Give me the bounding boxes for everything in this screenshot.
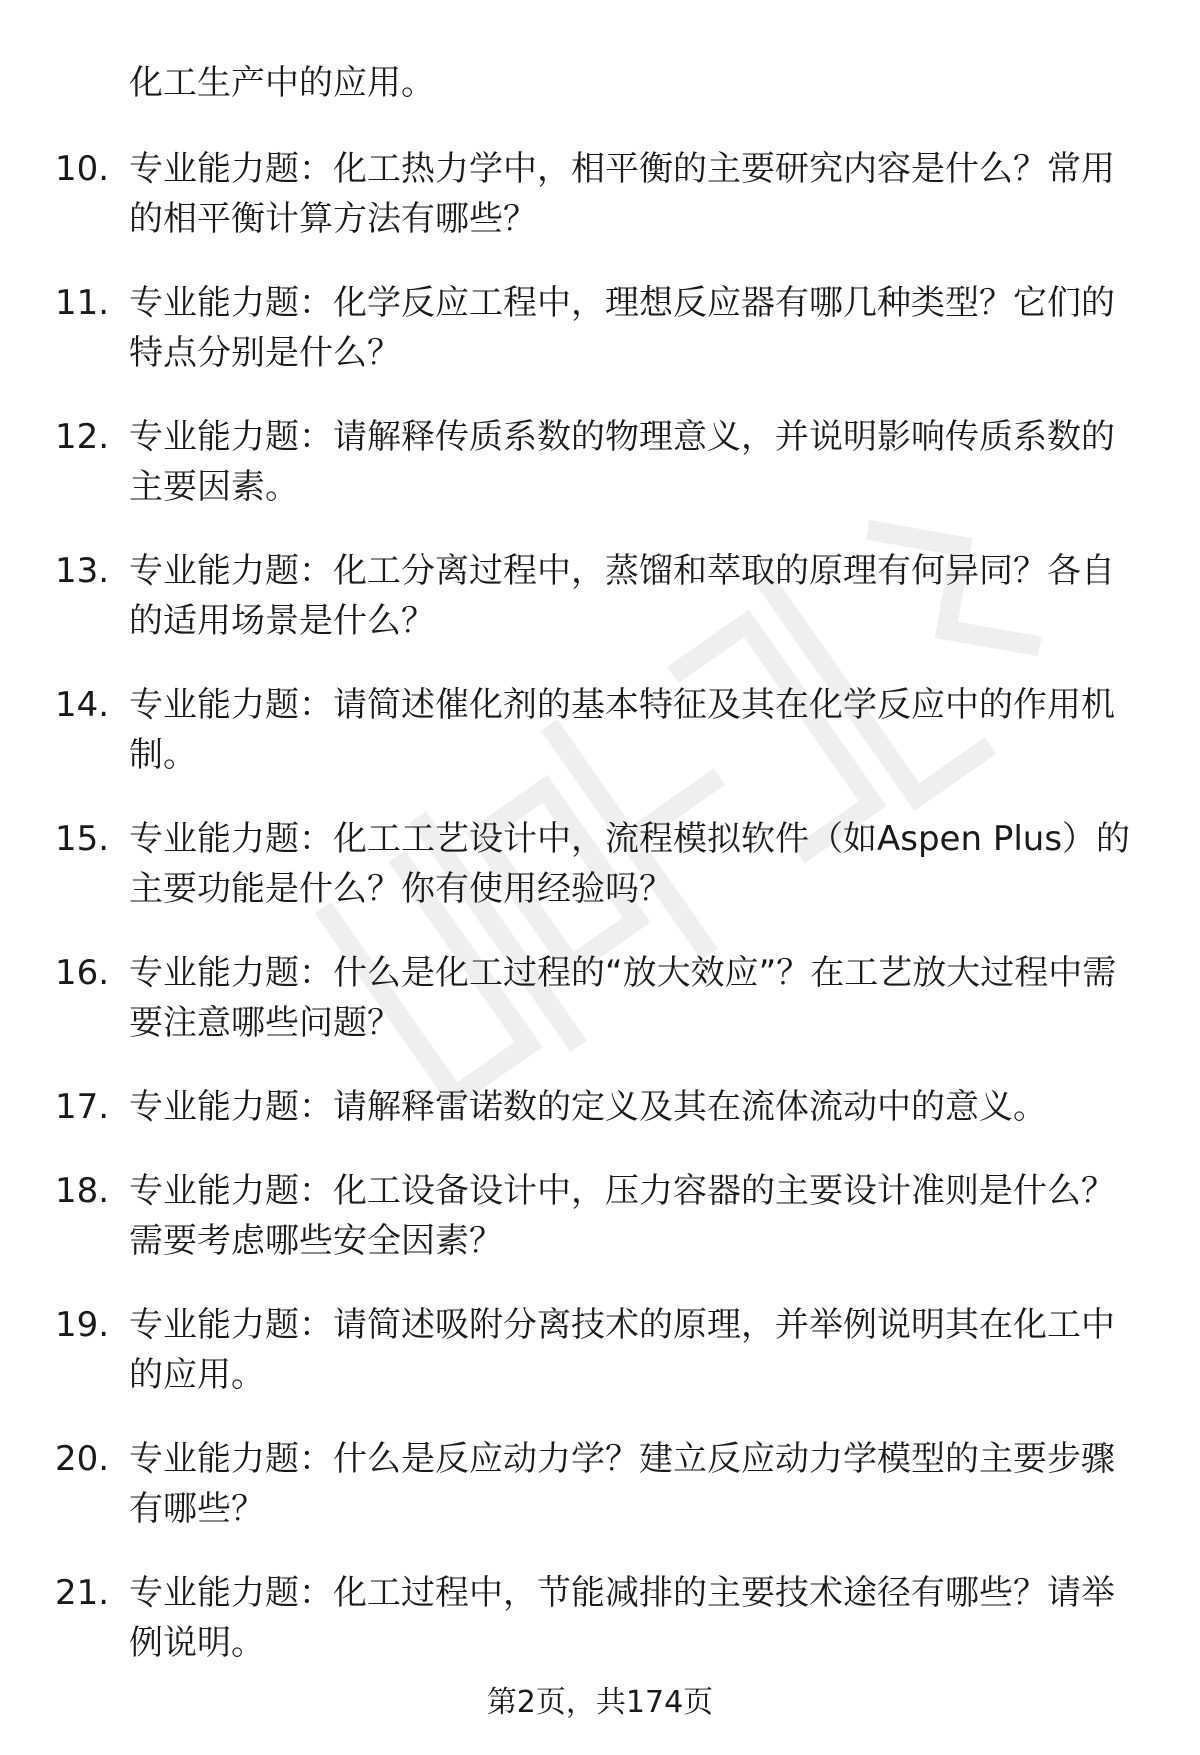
question-item [55, 680, 1145, 780]
question-item [55, 412, 1145, 512]
question-number: 15. [55, 819, 110, 859]
question-text: 专业能力题：什么是反应动力学？建立反应动力学模型的主要步骤有哪些？ [129, 1439, 1115, 1529]
question-text: 专业能力题：化工热力学中，相平衡的主要研究内容是什么？常用的相平衡计算方法有哪些？ [129, 149, 1115, 239]
question-item [55, 1568, 1145, 1668]
document-content [55, 58, 1145, 1702]
question-number: 12. [55, 417, 110, 457]
question-item [55, 144, 1145, 244]
question-item [55, 1082, 1145, 1132]
question-number: 18. [55, 1171, 110, 1211]
question-number: 19. [55, 1305, 110, 1345]
question-text: 专业能力题：请简述催化剂的基本特征及其在化学反应中的作用机制。 [129, 685, 1115, 775]
question-item [55, 1166, 1145, 1266]
question-number: 14. [55, 685, 110, 725]
question-number: 11. [55, 283, 110, 323]
question-text: 专业能力题：化工过程中，节能减排的主要技术途径有哪些？请举例说明。 [129, 1573, 1115, 1663]
question-text: 专业能力题：什么是化工过程的“放大效应”？在工艺放大过程中需要注意哪些问题？ [129, 953, 1117, 1043]
question-item [55, 1300, 1145, 1400]
question-number: 21. [55, 1573, 110, 1613]
question-text: 专业能力题：请解释传质系数的物理意义，并说明影响传质系数的主要因素。 [129, 417, 1115, 507]
question-number: 10. [55, 149, 110, 189]
continuation-text: 化工生产中的应用。 [129, 63, 435, 103]
question-text: 专业能力题：化工工艺设计中，流程模拟软件（如Aspen Plus）的主要功能是什么？你有使用经验吗？ [129, 819, 1131, 909]
question-item [55, 948, 1145, 1048]
question-item [55, 278, 1145, 378]
question-text: 专业能力题：请简述吸附分离技术的原理，并举例说明其在化工中的应用。 [129, 1305, 1115, 1395]
question-text: 专业能力题：化工设备设计中，压力容器的主要设计准则是什么？需要考虑哪些安全因素？ [129, 1171, 1115, 1261]
page-footer: 第2页，共174页 [486, 1685, 714, 1720]
question-text: 专业能力题：化工分离过程中，蒸馏和萃取的原理有何异同？各自的适用场景是什么？ [129, 551, 1115, 641]
question-number: 17. [55, 1087, 110, 1127]
question-item [55, 546, 1145, 646]
question-item [55, 1434, 1145, 1534]
question-text: 专业能力题：请解释雷诺数的定义及其在流体流动中的意义。 [129, 1087, 1047, 1127]
question-number: 20. [55, 1439, 110, 1479]
question-list [55, 144, 1145, 1668]
question-number: 16. [55, 953, 110, 993]
question-number: 13. [55, 551, 110, 591]
question-item [55, 814, 1145, 914]
question-text: 专业能力题：化学反应工程中，理想反应器有哪几种类型？它们的特点分别是什么？ [129, 283, 1115, 373]
